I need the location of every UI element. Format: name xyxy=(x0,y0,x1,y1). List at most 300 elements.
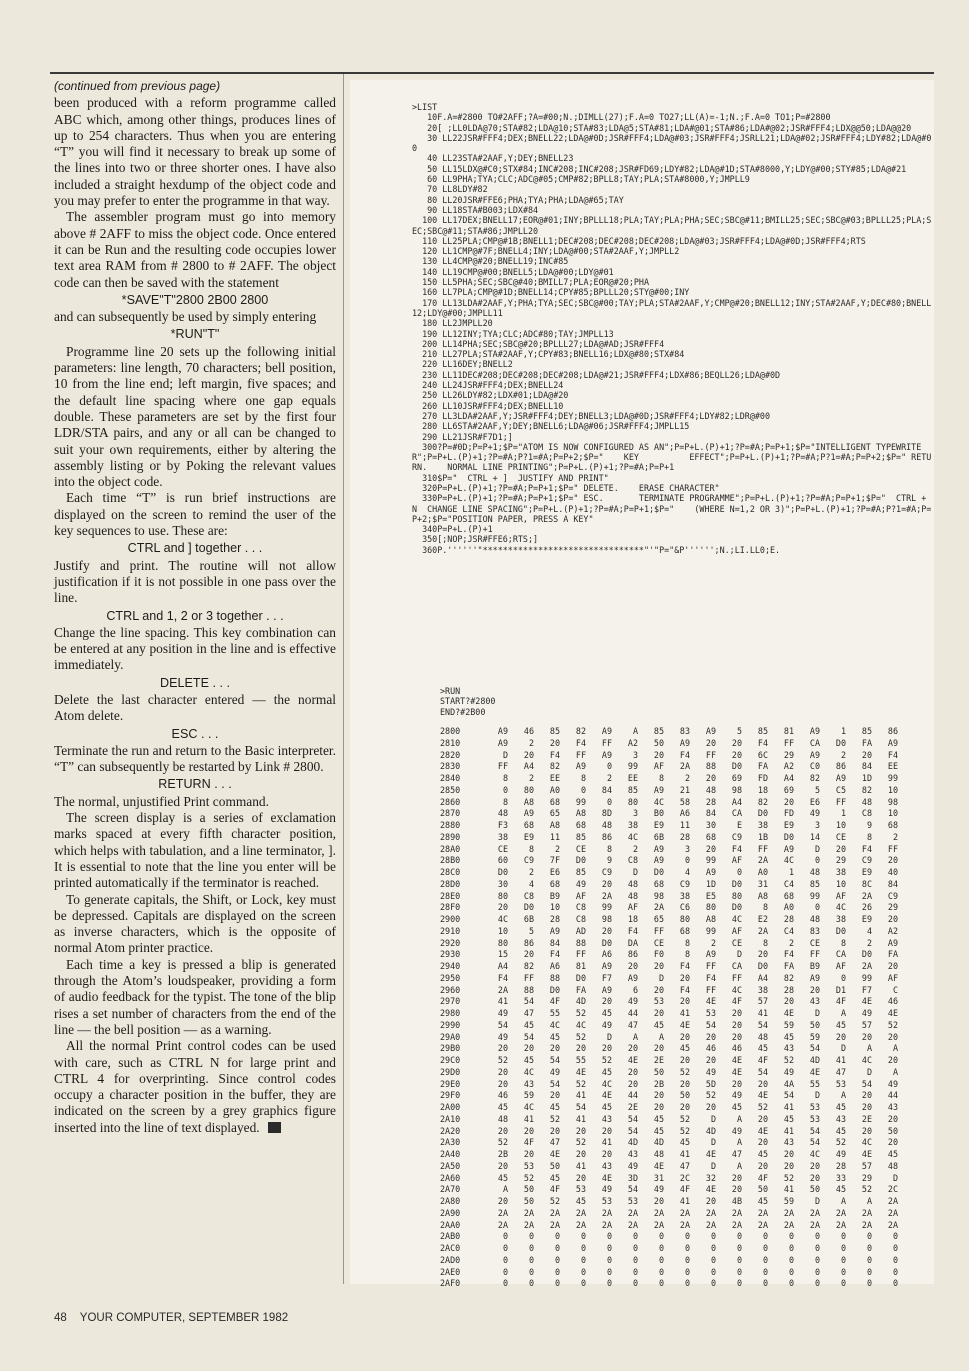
hexdump-byte: E9 xyxy=(523,831,534,842)
hexdump-byte: 0 xyxy=(762,1254,768,1265)
article-paragraph: Programme line 20 sets up the following initial parameters: line length, 70 characters; bell position, 10 from the line end; left margin, five spaces; and the default line spacing where one gap equals double. These parameters are set by the first four LDR/STA pairs, and any or all can be changed to suit your own requirements, either by altering the assembly listing or by Poking the relevant values into the object code. xyxy=(54,343,336,490)
hexdump-byte: A6 xyxy=(679,808,690,819)
hexdump-byte: 21 xyxy=(679,784,690,795)
hexdump-byte: 29 xyxy=(783,749,794,760)
hexdump-byte: 0 xyxy=(840,1278,846,1289)
hexdump-byte: 0 xyxy=(710,1278,716,1289)
hexdump-byte: A0 xyxy=(549,784,560,795)
hexdump-byte: 54 xyxy=(575,1102,586,1112)
hexdump-byte: 43 xyxy=(601,1113,612,1124)
hexdump-byte: 20 xyxy=(757,1113,768,1124)
hexdump-byte: 0 xyxy=(840,1254,846,1265)
hexdump-byte: 20 xyxy=(679,1102,690,1112)
hexdump-byte: AF xyxy=(835,890,846,901)
listing-line: 350[;NOP;JSR#FFE6;RTS;] xyxy=(412,534,539,545)
hexdump-byte: 45 xyxy=(497,1102,508,1112)
hexdump-byte: 0 xyxy=(814,1266,820,1277)
hexdump-byte: 57 xyxy=(757,996,768,1007)
hexdump-byte: 0 xyxy=(892,1231,898,1242)
hexdump-byte: 2 xyxy=(866,937,872,948)
hexdump-byte: 20 xyxy=(549,737,560,748)
hexdump-byte: 98 xyxy=(731,784,742,795)
hexdump-byte: D0 xyxy=(861,949,872,960)
hexdump-byte: 20 xyxy=(523,949,534,960)
hexdump-byte: A4 xyxy=(523,761,534,772)
hexdump-byte: A4 xyxy=(783,773,794,783)
hexdump-address: 2940 xyxy=(440,961,461,971)
hexdump-byte: 54 xyxy=(809,1043,820,1054)
hexdump-byte: 4D xyxy=(575,996,586,1007)
hexdump-byte: 20 xyxy=(523,1125,534,1136)
hexdump-byte: 2 xyxy=(892,831,898,842)
hexdump-byte: A2 xyxy=(887,925,898,936)
hexdump-row xyxy=(440,1043,898,1055)
listing-line: 130 LL4CMP@#20;BNELL19;INC#85 xyxy=(412,256,569,267)
hexdump-address: 2A90 xyxy=(440,1207,461,1218)
hexdump-address: 2960 xyxy=(440,984,461,995)
hexdump-byte: F4 xyxy=(549,949,560,960)
hexdump-byte: 8D xyxy=(601,808,612,819)
hexdump-byte: A0 xyxy=(757,867,768,877)
article-paragraph: Each time “T” is run brief instructions are displayed on the screen to remind the user of the key sequences to use. These are: xyxy=(54,490,336,539)
hexdump-byte: 54 xyxy=(705,1019,716,1030)
hexdump-address: 2930 xyxy=(440,949,461,960)
hexdump-byte: E9 xyxy=(861,914,872,924)
hexdump-byte: 0 xyxy=(580,1243,586,1253)
hexdump-byte: 29 xyxy=(835,855,846,866)
hexdump-byte: A9 xyxy=(653,843,664,854)
hexdump-byte: C9 xyxy=(731,831,742,842)
hexdump-byte: 2A xyxy=(861,1207,872,1218)
hexdump-byte: FF xyxy=(523,972,534,983)
hexdump-byte: 47 xyxy=(523,1008,534,1018)
hexdump-byte: 29 xyxy=(861,1172,872,1183)
hexdump-byte: 20 xyxy=(497,1043,508,1054)
hexdump-byte: E6 xyxy=(549,867,560,877)
hexdump-byte: 53 xyxy=(627,1196,638,1206)
hexdump-byte: 4E xyxy=(731,1066,742,1077)
hexdump-byte: A9 xyxy=(705,867,716,877)
hexdump-address: 2A80 xyxy=(440,1196,461,1206)
hexdump-byte: 20 xyxy=(783,1160,794,1171)
hexdump-byte: 84 xyxy=(887,878,898,889)
hexdump-byte: 49 xyxy=(549,1066,560,1077)
hexdump-byte: 3 xyxy=(814,820,820,830)
hexdump-byte: 2A xyxy=(601,890,612,901)
hexdump-byte: 8 xyxy=(658,773,664,783)
hexdump-row xyxy=(440,1079,898,1091)
hexdump-byte: AF xyxy=(627,902,638,913)
hexdump-byte: 99 xyxy=(705,855,716,866)
hexdump-byte: 49 xyxy=(627,1160,638,1171)
hexdump-byte: E xyxy=(736,820,742,830)
hexdump-byte: 0 xyxy=(632,1266,638,1277)
hexdump-byte: D0 xyxy=(731,902,742,913)
hexdump-byte: 38 xyxy=(627,820,638,830)
hexdump-row xyxy=(440,1278,898,1290)
hexdump-byte: 31 xyxy=(653,1172,664,1183)
hexdump-byte: 20 xyxy=(627,1043,638,1054)
hexdump-byte: 7F xyxy=(549,855,560,866)
hexdump-byte: 49 xyxy=(575,878,586,889)
hexdump-byte: 2A xyxy=(523,1207,534,1218)
hexdump-byte: 2 xyxy=(528,867,534,877)
hexdump-byte: 2A xyxy=(861,890,872,901)
hexdump-byte: 43 xyxy=(783,1043,794,1054)
hexdump-row xyxy=(440,785,898,797)
hexdump-row xyxy=(440,1032,898,1044)
hexdump-byte: 20 xyxy=(705,773,716,783)
hexdump-byte: 52 xyxy=(705,1090,716,1101)
hexdump-byte: A9 xyxy=(627,972,638,983)
hexdump-byte: 38 xyxy=(835,914,846,924)
hexdump-byte: 0 xyxy=(606,1278,612,1289)
hexdump-byte: 2A xyxy=(679,1207,690,1218)
continued-note: (continued from previous page) xyxy=(54,79,221,93)
hexdump-byte: 29 xyxy=(887,902,898,913)
hexdump-byte: 52 xyxy=(679,1125,690,1136)
hexdump-byte: F3 xyxy=(497,820,508,830)
hexdump-address: 2950 xyxy=(440,972,461,983)
hexdump-byte: F4 xyxy=(549,749,560,760)
hexdump-byte: 6 xyxy=(632,984,638,995)
listing-line: 170 LL13LDA#2AAF,Y;PHA;TYA;SEC;SBC@#00;TAY;PLA;STA#2AAF,Y;CMP@#20;BNELL12;INY;STA#2AAF,Y;DEC#80;BNELL12;LDY@#00;JMPLL11 xyxy=(412,297,932,318)
hexdump-byte: 20 xyxy=(705,843,716,854)
hexdump-byte: 4D xyxy=(653,1137,664,1148)
hexdump-byte: 47 xyxy=(731,1149,742,1159)
hexdump-byte: 0 xyxy=(606,1231,612,1242)
publication-line: YOUR COMPUTER, SEPTEMBER 1982 xyxy=(79,1312,289,1324)
hexdump-byte: 41 xyxy=(783,1102,794,1112)
hexdump-byte: C8 xyxy=(627,855,638,866)
hexdump-byte: 45 xyxy=(575,1196,586,1206)
hexdump-byte: 20 xyxy=(523,1149,534,1159)
hexdump-byte: 0 xyxy=(684,855,690,866)
hexdump-byte: 4F xyxy=(835,996,846,1007)
hexdump-row xyxy=(440,1173,898,1185)
hexdump-byte: 10 xyxy=(835,820,846,830)
hexdump-address: 2AF0 xyxy=(440,1278,461,1289)
hexdump-byte: EE xyxy=(549,773,560,783)
hexdump-byte: 0 xyxy=(580,1278,586,1289)
hexdump-byte: 10 xyxy=(497,925,508,936)
hexdump-byte: 0 xyxy=(658,1266,664,1277)
hexdump-byte: 1 xyxy=(788,867,794,877)
hexdump-byte: 4C xyxy=(861,1137,872,1148)
hexdump-byte: 0 xyxy=(580,1254,586,1265)
hexdump-byte: 4C xyxy=(783,855,794,866)
hexdump-byte: 45 xyxy=(835,1102,846,1112)
hexdump-byte: CA xyxy=(731,808,742,819)
article-paragraph: and can subsequently be used by simply entering xyxy=(54,309,317,325)
hexdump-row xyxy=(440,1067,898,1079)
hexdump-byte: 54 xyxy=(549,1078,560,1089)
hexdump-address: 2800 xyxy=(440,726,461,736)
hexdump-byte: 0 xyxy=(528,1243,534,1253)
hexdump-byte: 4C xyxy=(549,1019,560,1030)
hexdump-byte: 20 xyxy=(601,925,612,936)
hexdump-byte: 4B xyxy=(731,1196,742,1206)
hexdump-byte: CA xyxy=(835,949,846,960)
hexdump-byte: FA xyxy=(861,737,872,748)
hexdump-byte: 41 xyxy=(835,1055,846,1065)
hexdump-byte: 4E xyxy=(575,1066,586,1077)
listing-line: 20[ ;LL0LDA@70;STA#82;LDA@10;STA#83;LDA@5;STA#81;LDA#@01;STA#86;LDA#@02;JSR#FFF4;LDX@@50;LDA@@20 xyxy=(412,122,912,133)
article-paragraph: The screen display is a series of exclamation marks spaced at every fifth character position, which helps with tabulation, and a line terminator, ]. It is essential to note that the line you enter will be printed automatically if the terminator is reached. xyxy=(54,810,336,891)
hexdump-byte: 59 xyxy=(783,1196,794,1206)
hexdump-address: 28A0 xyxy=(440,843,461,854)
hexdump-byte: 50 xyxy=(809,1184,820,1195)
hexdump-byte: 4C xyxy=(601,1078,612,1089)
hexdump-byte: 20 xyxy=(601,1125,612,1136)
hexdump-byte: 0 xyxy=(814,902,820,913)
hexdump-byte: 69 xyxy=(731,773,742,783)
hexdump-byte: 20 xyxy=(731,1078,742,1089)
hexdump-byte: 45 xyxy=(757,1149,768,1159)
hexdump-byte: A xyxy=(840,1090,846,1101)
hexdump-byte: 45 xyxy=(523,1019,534,1030)
hexdump-byte: F4 xyxy=(627,925,638,936)
hexdump-row xyxy=(440,1126,898,1138)
hexdump-byte: A8 xyxy=(705,914,716,924)
hexdump-byte: 0 xyxy=(736,1254,742,1265)
hexdump-byte: 2A xyxy=(731,1219,742,1230)
hexdump-address: 29A0 xyxy=(440,1031,461,1042)
hexdump-row xyxy=(440,1090,898,1102)
hexdump-byte: 4E xyxy=(861,1149,872,1159)
key-sequence: RETURN . . . xyxy=(158,777,232,792)
hexdump-byte: 4D xyxy=(705,1125,716,1136)
hexdump-byte: 2A xyxy=(731,1207,742,1218)
hexdump-byte: 4C xyxy=(523,1066,534,1077)
hexdump-byte: 20 xyxy=(523,749,534,760)
hexdump-byte: 53 xyxy=(809,1102,820,1112)
hexdump-row xyxy=(440,1267,898,1279)
hexdump-byte: F4 xyxy=(705,972,716,983)
hexdump-row xyxy=(440,961,898,973)
hexdump-byte: 68 xyxy=(549,796,560,807)
hexdump-byte: 2 xyxy=(684,773,690,783)
hexdump-byte: 2A xyxy=(601,1207,612,1218)
listing-line: 290 LL21JSR#F7D1;] xyxy=(412,431,513,442)
hexdump-byte: 49 xyxy=(835,1149,846,1159)
hexdump-byte: 2A xyxy=(809,1207,820,1218)
hexdump-byte: 84 xyxy=(705,808,716,819)
hexdump-byte: 2A xyxy=(757,1207,768,1218)
hexdump-byte: 18 xyxy=(757,784,768,795)
hexdump-byte: 88 xyxy=(705,761,716,772)
hexdump-byte: A9 xyxy=(523,808,534,819)
hexdump-byte: 47 xyxy=(627,1019,638,1030)
hexdump-byte: 0 xyxy=(866,1254,872,1265)
hexdump-byte: 83 xyxy=(679,726,690,736)
hexdump-byte: 53 xyxy=(809,1113,820,1124)
hexdump-byte: 0 xyxy=(554,1278,560,1289)
hexdump-byte: 0 xyxy=(840,1266,846,1277)
hexdump-byte: 46 xyxy=(887,996,898,1007)
hexdump-address: 2AE0 xyxy=(440,1266,461,1277)
hexdump-byte: 28 xyxy=(549,914,560,924)
hexdump-byte: AF xyxy=(653,761,664,772)
hexdump-byte: 45 xyxy=(835,1019,846,1030)
hexdump-row xyxy=(440,902,898,914)
hexdump-byte: 0 xyxy=(892,1243,898,1253)
hexdump-byte: 0 xyxy=(580,1231,586,1242)
hexdump-byte: 2 xyxy=(840,749,846,760)
hexdump-byte: 20 xyxy=(757,949,768,960)
hexdump-byte: 49 xyxy=(497,1031,508,1042)
hexdump-byte: 0 xyxy=(710,1266,716,1277)
hexdump-byte: 80 xyxy=(523,784,534,795)
hexdump-address: 2810 xyxy=(440,737,461,748)
article-paragraph: The normal, unjustified Print command. xyxy=(54,793,269,809)
listing-line: 320P=P+L.(P)+1;?P=#A;P=P+1;$P=" DELETE. ERASE CHARACTER" xyxy=(412,482,720,493)
hexdump-byte: 45 xyxy=(835,1184,846,1195)
hexdump-byte: B9 xyxy=(809,961,820,971)
hexdump-byte: EE xyxy=(887,761,898,772)
hexdump-row xyxy=(440,808,898,820)
hexdump-byte: 49 xyxy=(705,1066,716,1077)
hexdump-byte: 82 xyxy=(549,761,560,772)
hexdump-byte: D xyxy=(502,749,508,760)
hexdump-byte: CE xyxy=(575,843,586,854)
listing-line: 300?P=#0D;P=P+1;$P="ATOM IS NOW CONFIGURED AS AN";P=P+L.(P)+1;?P=#A;P=P+1;$P="INTELLIGENT TYPEWRITER";P=P+L.(P)+1;?P=#A;P?1=#A;P=P+2;$P=" KEY EFFECT";P=P+L.(P)+1;?P=#A;P?1=#A;P=P+2;$P=" RETURN. NORMAL LINE PRINTING";P=P+L.(P)+1;?P=#A;P=P+1 xyxy=(412,441,932,473)
hexdump-byte: 45 xyxy=(497,1172,508,1183)
hexdump-byte: 20 xyxy=(731,1008,742,1018)
hexdump-byte: A xyxy=(658,1031,664,1042)
article-paragraph: Change the line spacing. This key combination can be entered at any position in the line and is effective immediately. xyxy=(54,624,336,673)
hexdump-byte: 2A xyxy=(627,1207,638,1218)
hexdump-byte: 0 xyxy=(788,1254,794,1265)
hexdump-byte: 59 xyxy=(809,1031,820,1042)
hexdump-byte: 53 xyxy=(705,1008,716,1018)
hexdump-byte: 0 xyxy=(554,1254,560,1265)
hexdump-address: 29B0 xyxy=(440,1043,461,1054)
hexdump-byte: F4 xyxy=(757,737,768,748)
hexdump-byte: 20 xyxy=(653,961,664,971)
hexdump-row xyxy=(440,1137,898,1149)
hexdump-byte: 2A xyxy=(861,961,872,971)
listing-line: 200 LL14PHA;SEC;SBC@#20;BPLLL27;LDA@#AD;JSR#FFF4 xyxy=(412,338,665,349)
hexdump-byte: 45 xyxy=(783,1031,794,1042)
article-paragraph: To generate capitals, the Shift, or Lock, key must be depressed. Capitals are displayed on the screen as inverse characters, which is the opposite of normal Atom printer practice. xyxy=(54,891,336,956)
hexdump-byte: D0 xyxy=(523,902,534,913)
hexdump-byte: 52 xyxy=(783,1055,794,1065)
hexdump-byte: AF xyxy=(575,890,586,901)
hexdump-byte: D xyxy=(814,1008,820,1018)
hexdump-byte: FF xyxy=(601,737,612,748)
hexdump-byte: 82 xyxy=(809,773,820,783)
hexdump-byte: 1 xyxy=(840,808,846,819)
hexdump-byte: 52 xyxy=(575,1031,586,1042)
listing-line: 330P=P+L.(P)+1;?P=#A;P=P+1;$P=" ESC. TERMINATE PROGRAMME";P=P+L.(P)+1;?P=#A;P=P+1;$P=" CTRL + N CHANGE LINE SPACING";P=P+L.(P)+1;?P=#A;P=P+1;$P=" (WHERE N=1,2 OR 3)";P=P+L.(P)+1;?P=#A;P?1=#A;P=P+2;$P="POSITION PAPER, PRESS A KEY" xyxy=(412,493,932,524)
hexdump-byte: A9 xyxy=(809,972,820,983)
hexdump-byte: 4C xyxy=(653,796,664,807)
hexdump-byte: FF xyxy=(731,972,742,983)
hexdump-byte: E9 xyxy=(861,867,872,877)
hexdump-byte: 20 xyxy=(757,1137,768,1148)
hexdump-byte: 54 xyxy=(523,996,534,1007)
listing-line: 280 LL6STA#2AAF,Y;DEY;BNELL6;LDA@#06;JSR#FFF4;JMPLL15 xyxy=(412,421,690,432)
hexdump-row xyxy=(440,914,898,926)
hexdump-byte: CE xyxy=(653,937,664,948)
hexdump-byte: 49 xyxy=(861,1008,872,1018)
hexdump-byte: CE xyxy=(809,937,820,948)
hexdump-byte: 6C xyxy=(757,749,768,760)
hexdump-byte: 20 xyxy=(835,843,846,854)
hexdump-byte: 4E xyxy=(757,1090,768,1101)
hexdump-row xyxy=(440,1161,898,1173)
hexdump-byte: 50 xyxy=(549,1160,560,1171)
hexdump-byte: 20 xyxy=(601,996,612,1007)
hexdump-byte: 10 xyxy=(887,784,898,795)
hexdump-byte: 0 xyxy=(840,1243,846,1253)
hexdump-byte: 0 xyxy=(502,784,508,795)
hexdump-byte: 43 xyxy=(835,1113,846,1124)
hexdump-row xyxy=(440,1008,898,1020)
hexdump-byte: AF xyxy=(731,925,742,936)
hexdump-byte: 1 xyxy=(840,726,846,736)
key-sequence: ESC . . . xyxy=(171,726,219,741)
hexdump-byte: 0 xyxy=(684,1278,690,1289)
hexdump-byte: 68 xyxy=(783,890,794,901)
hexdump-byte: F4 xyxy=(679,961,690,971)
hexdump-byte: D0 xyxy=(575,972,586,983)
hexdump-row xyxy=(440,726,898,738)
hexdump-byte: 20 xyxy=(679,1055,690,1065)
hexdump-byte: 82 xyxy=(575,726,586,736)
hexdump-byte: 5 xyxy=(528,925,534,936)
hexdump-address: 2A70 xyxy=(440,1184,461,1195)
hexdump-byte: 45 xyxy=(783,1113,794,1124)
hexdump-byte: AF xyxy=(835,961,846,971)
hexdump-byte: 2A xyxy=(757,855,768,866)
hexdump-byte: 20 xyxy=(497,902,508,913)
hexdump-byte: 59 xyxy=(523,1090,534,1101)
hexdump-byte: F4 xyxy=(497,972,508,983)
hexdump-address: 2860 xyxy=(440,796,461,807)
hexdump-address: 2970 xyxy=(440,996,461,1007)
hexdump-byte: 49 xyxy=(731,1090,742,1101)
run-output-line: START?#2800 xyxy=(440,696,496,707)
hexdump-byte: D xyxy=(892,1172,898,1183)
hexdump-byte: 65 xyxy=(549,808,560,819)
hexdump-row xyxy=(440,973,898,985)
hexdump-address: 2910 xyxy=(440,925,461,936)
hexdump-byte: 0 xyxy=(528,1278,534,1289)
hexdump-row xyxy=(440,1055,898,1067)
hexdump-byte: 52 xyxy=(679,1066,690,1077)
hexdump-byte: 52 xyxy=(497,1055,508,1065)
hexdump-byte: A0 xyxy=(783,902,794,913)
hexdump-byte: 0 xyxy=(658,1243,664,1253)
hexdump-row xyxy=(440,797,898,809)
hexdump-byte: F4 xyxy=(887,749,898,760)
hexdump-byte: C8 xyxy=(861,808,872,819)
hexdump-byte: 0 xyxy=(892,1254,898,1265)
hexdump-byte: 20 xyxy=(627,1066,638,1077)
hexdump-row xyxy=(440,844,898,856)
hexdump-byte: D xyxy=(814,1090,820,1101)
hexdump-address: 2AC0 xyxy=(440,1243,461,1253)
hexdump-byte: F7 xyxy=(861,984,872,995)
hexdump-byte: C8 xyxy=(575,914,586,924)
hexdump-byte: 20 xyxy=(887,961,898,971)
hexdump-byte: 83 xyxy=(809,925,820,936)
hexdump-byte: 0 xyxy=(502,1243,508,1253)
hexdump-byte: FD xyxy=(757,773,768,783)
hexdump-byte: 2A xyxy=(887,1219,898,1230)
